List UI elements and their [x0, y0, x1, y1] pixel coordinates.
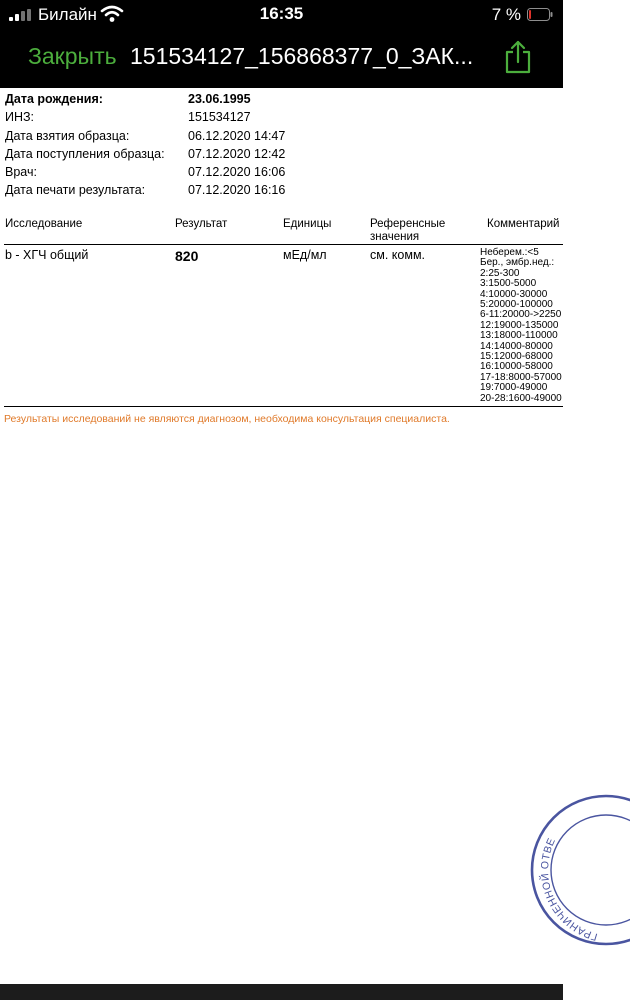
comment-line: 17-18:8000-57000	[480, 371, 562, 383]
reference-comments	[480, 248, 562, 404]
lab-report-document[interactable]	[0, 88, 599, 984]
document-title: 151534127_156868377_0_ЗАК...	[130, 43, 474, 69]
reference-values: см. комм.	[370, 248, 426, 262]
carrier-name: Билайн	[38, 5, 97, 24]
comment-line: 13:18000-110000	[480, 330, 558, 342]
clock: 16:35	[259, 4, 304, 23]
column-header-result: Результат	[175, 218, 228, 230]
comment-line: 4:10000-30000	[480, 288, 548, 300]
column-header-reference-line2: значения	[370, 231, 420, 243]
comment-line: Бер., эмбр.нед.:	[480, 257, 555, 269]
info-label: Дата поступления образца:	[5, 146, 165, 161]
info-value: 07.12.2020 12:42	[188, 146, 286, 161]
info-label: Дата рождения:	[5, 92, 103, 106]
study-name: b - ХГЧ общий	[5, 248, 89, 262]
top-bar	[0, 0, 563, 88]
info-label: Дата печати результата:	[5, 183, 146, 198]
result-units: мЕд/мл	[283, 248, 327, 262]
comment-line: Неберем.:<5	[480, 247, 539, 258]
official-stamp	[530, 792, 630, 952]
info-label: Врач:	[5, 165, 37, 180]
info-label: ИНЗ:	[5, 110, 35, 125]
header-divider	[4, 244, 563, 245]
info-value: 07.12.2020 16:06	[188, 165, 286, 180]
comment-line: 19:7000-49000	[480, 382, 548, 394]
document-nav-bar	[0, 35, 563, 83]
svg-text:ГРАНИЧЕННОЙ ОТВЕ	[538, 836, 599, 943]
disclaimer-text: Результаты исследований не являются диагнозом, необходима консультация специалиста.	[4, 413, 450, 425]
comment-line: 5:20000-100000	[480, 299, 553, 311]
share-icon[interactable]	[504, 40, 532, 74]
column-header-reference: Референсные	[370, 218, 446, 230]
battery-icon	[527, 8, 553, 21]
result-value: 820	[175, 248, 199, 264]
comment-line: 16:10000-58000	[480, 361, 553, 373]
comment-line: 14:14000-80000	[480, 340, 553, 352]
battery-percent: 7 %	[491, 5, 521, 24]
table-bottom-divider	[4, 406, 563, 407]
column-header-units: Единицы	[283, 218, 332, 230]
comment-line: 2:25-300	[480, 267, 520, 279]
bottom-bar	[0, 984, 563, 1000]
info-value: 151534127	[188, 110, 251, 125]
close-button[interactable]: Закрыть	[28, 43, 117, 69]
comment-line: 12:19000-135000	[480, 319, 559, 331]
info-label: Дата взятия образца:	[5, 128, 130, 143]
stamp-text: ГРАНИЧЕННОЙ ОТВЕ	[539, 836, 599, 943]
info-value: 07.12.2020 16:16	[188, 183, 286, 198]
status-bar	[0, 0, 563, 30]
column-header-comment: Комментарий	[487, 218, 560, 230]
info-value: 23.06.1995	[188, 92, 251, 106]
info-value: 06.12.2020 14:47	[188, 128, 286, 143]
comment-line: 15:12000-68000	[480, 351, 553, 363]
comment-line: 6-11:20000->2250	[480, 309, 562, 321]
comment-line: 20-28:1600-49000	[480, 392, 562, 404]
comment-line: 3:1500-5000	[480, 278, 537, 290]
column-header-study: Исследование	[5, 218, 83, 230]
